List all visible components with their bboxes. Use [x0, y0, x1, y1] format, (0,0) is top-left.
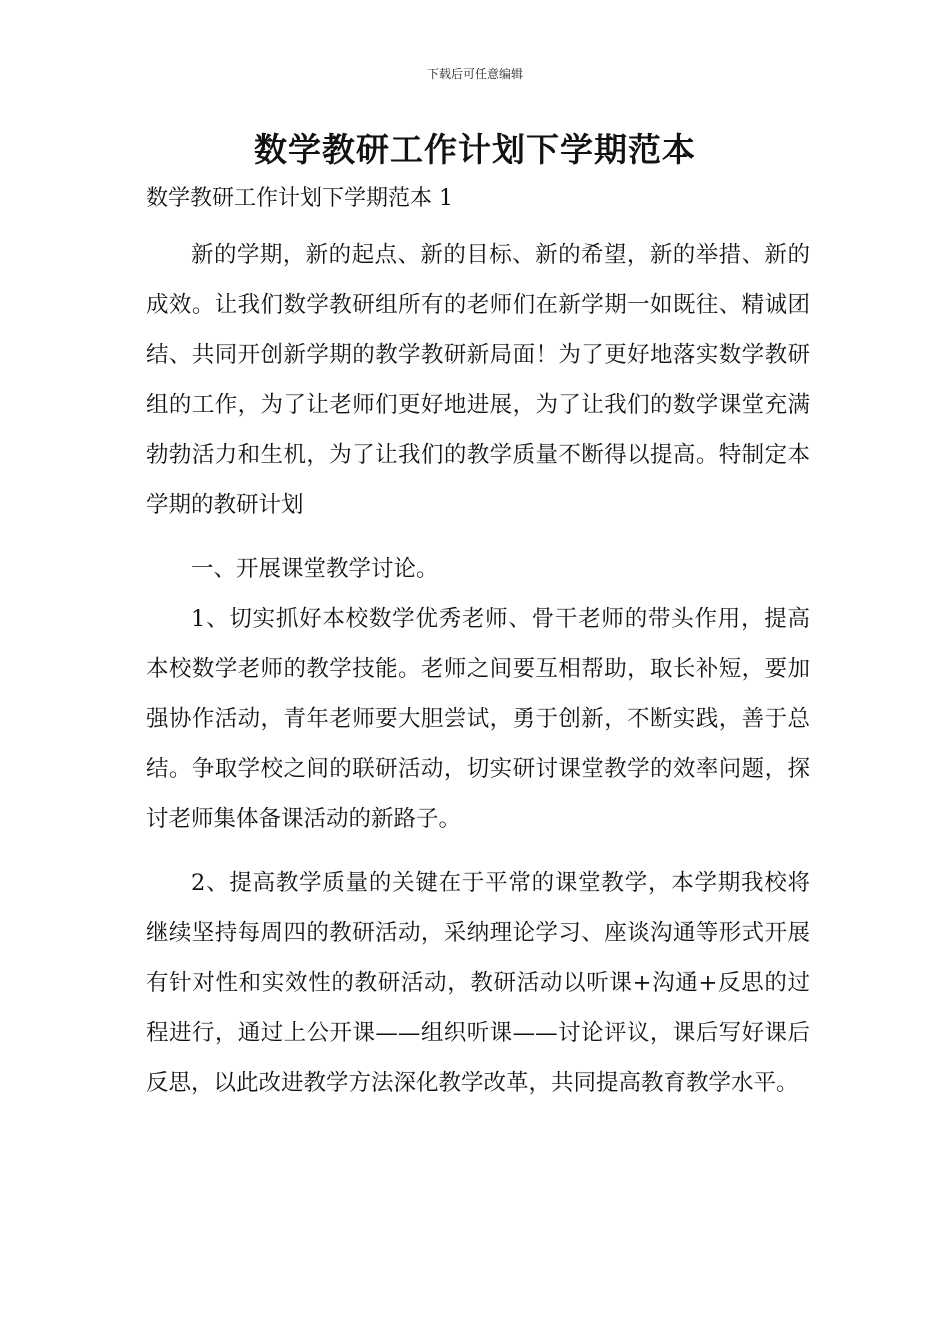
document-body [146, 230, 810, 1108]
item-paragraph-1: 1、切实抓好本校数学优秀老师、骨干老师的带头作用，提高本校数学老师的教学技能。老师之间要互相帮助，取长补短，要加强协作活动，青年老师要大胆尝试，勇于创新，不断实践，善于总结。争取学校之间的联研活动，切实研讨课堂教学的效率问题，探讨老师集体备课活动的新路子。 [146, 606, 810, 832]
section-heading-1: 一、开展课堂教学讨论。 [191, 556, 439, 582]
document-title: 数学教研工作计划下学期范本 [254, 130, 696, 169]
section-subtitle: 数学教研工作计划下学期范本 1 [146, 186, 453, 211]
item-paragraph-2: 2、提高教学质量的关键在于平常的课堂教学，本学期我校将继续坚持每周四的教研活动，采纳理论学习、座谈沟通等形式开展有针对性和实效性的教研活动，教研活动以听课+沟通+反思的过程进行，通过上公开课——组织听课——讨论评议，课后写好课后反思，以此改进教学方法深化教学改革，共同提高教育教学水平。 [146, 870, 810, 1096]
header-note: 下载后可任意编辑 [426, 67, 523, 81]
intro-paragraph: 新的学期，新的起点、新的目标、新的希望，新的举措、新的成效。让我们数学教研组所有的老师们在新学期一如既往、精诚团结、共同开创新学期的教学教研新局面！为了更好地落实数学教研组的工作，为了让老师们更好地进展，为了让我们的数学课堂充满勃勃活力和生机，为了让我们的教学质量不断得以提高。特制定本学期的教研计划 [146, 242, 810, 518]
